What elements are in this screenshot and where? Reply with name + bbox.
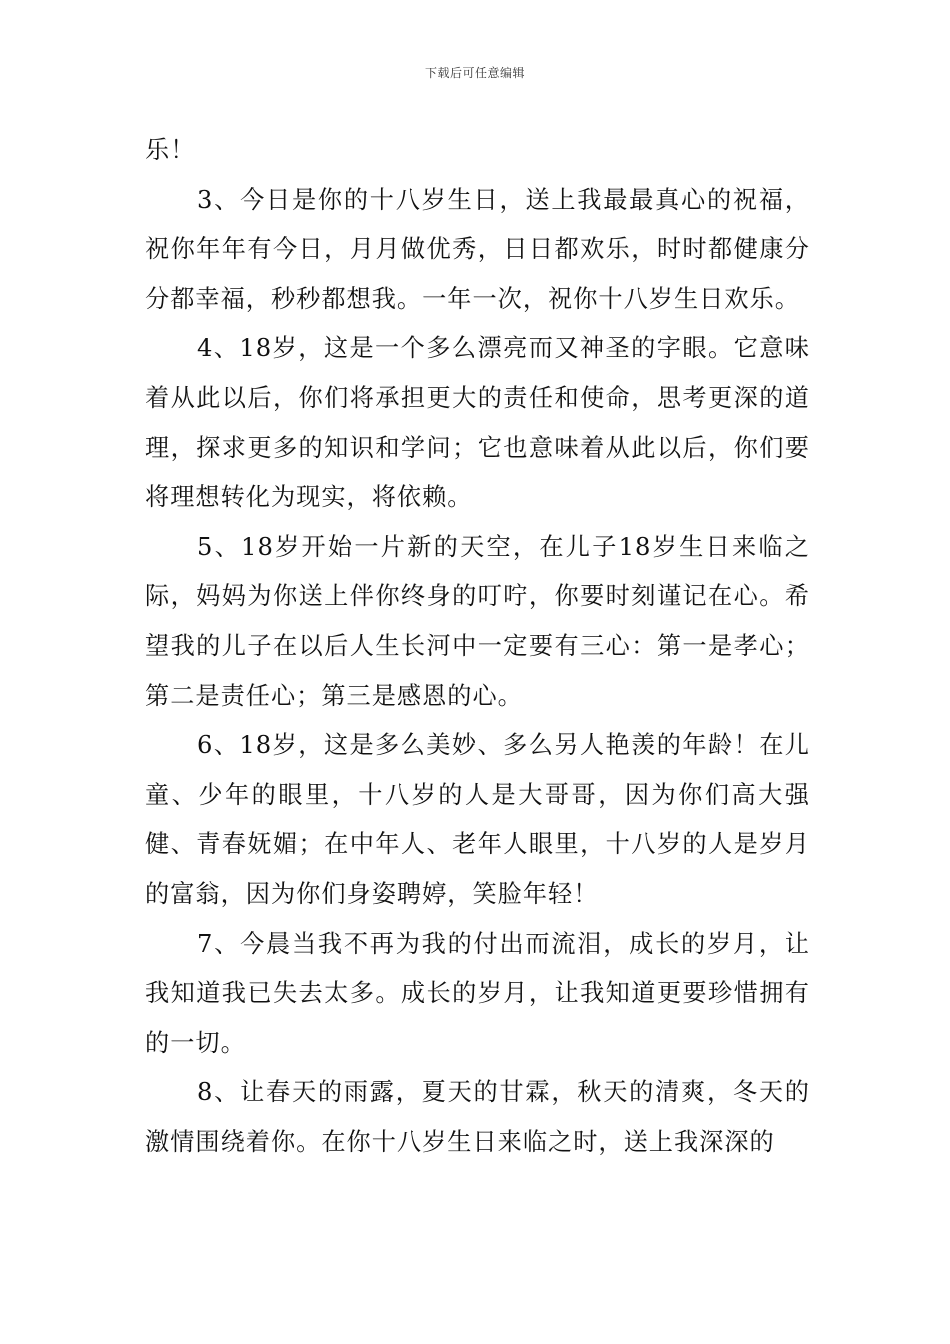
document-body [145,126,810,1167]
paragraph-continuation: 乐！ [145,136,196,164]
paragraph-4: 4、18岁，这是一个多么漂亮而又神圣的字眼。它意味着从此以后，你们将承担更大的责任和使命，思考更深的道理，探求更多的知识和学问；它也意味着从此以后，你们要将理想转化为现实，将依赖。 [145,334,810,512]
page-header: 下载后可任意编辑 [424,66,525,80]
paragraph-3: 3、今日是你的十八岁生日，送上我最最真心的祝福，祝你年年有今日，月月做优秀，日日都欢乐，时时都健康分分都幸福，秒秒都想我。一年一次，祝你十八岁生日欢乐。 [145,185,810,313]
paragraph-6: 6、18岁，这是多么美妙、多么另人艳羡的年龄！在儿童、少年的眼里，十八岁的人是大哥哥，因为你们高大强健、青春妩媚；在中年人、老年人眼里，十八岁的人是岁月的富翁，因为你们身姿聘婷，笑脸年轻！ [145,731,810,908]
paragraph-5: 5、18岁开始一片新的天空，在儿子18岁生日来临之际，妈妈为你送上伴你终身的叮咛，你要时刻谨记在心。希望我的儿子在以后人生长河中一定要有三心：第一是孝心；第二是责任心；第三是感恩的心。 [145,532,810,710]
paragraph-8: 8、让春天的雨露，夏天的甘霖，秋天的清爽，冬天的激情围绕着你。在你十八岁生日来临之时，送上我深深的 [145,1078,810,1156]
paragraph-7: 7、今晨当我不再为我的付出而流泪，成长的岁月，让我知道我已失去太多。成长的岁月，让我知道更要珍惜拥有的一切。 [145,929,810,1057]
